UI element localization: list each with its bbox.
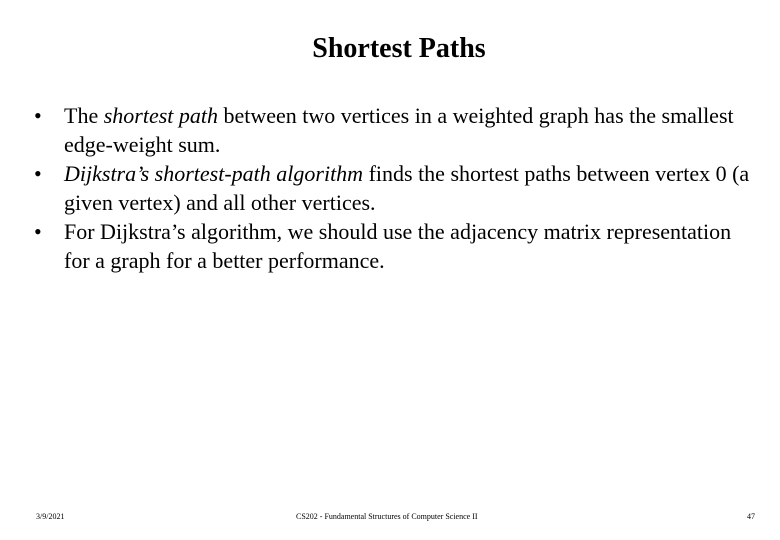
bullet-list [34,101,754,275]
bullet-text-post: finds the shortest paths between vertex 0 (a given vertex) and all other vertices. [64,161,750,215]
slide-title: Shortest Paths [312,33,486,64]
bullet-text-pre: The [64,103,104,128]
footer-date: 3/9/2021 [36,512,65,521]
bullet-text-emphasis: Dijkstra’s shortest-path algorithm [64,161,364,186]
bullet-dot-icon: • [34,219,42,244]
bullet-item [34,101,754,159]
bullet-text-emphasis: shortest path [103,103,218,128]
bullet-dot-icon: • [34,103,42,128]
footer-page-number: 47 [747,512,755,521]
footer-course-name: CS202 - Fundamental Structures of Computer Science II [296,512,478,521]
bullet-item [34,159,754,217]
bullet-text-post: between two vertices in a weighted graph has the smallest edge-weight sum. [64,103,734,157]
bullet-dot-icon: • [34,161,42,186]
bullet-text-pre: For Dijkstra’s algorithm, we should use the adjacency matrix representation for a graph for a better performance. [64,219,732,273]
bullet-item [34,217,754,275]
